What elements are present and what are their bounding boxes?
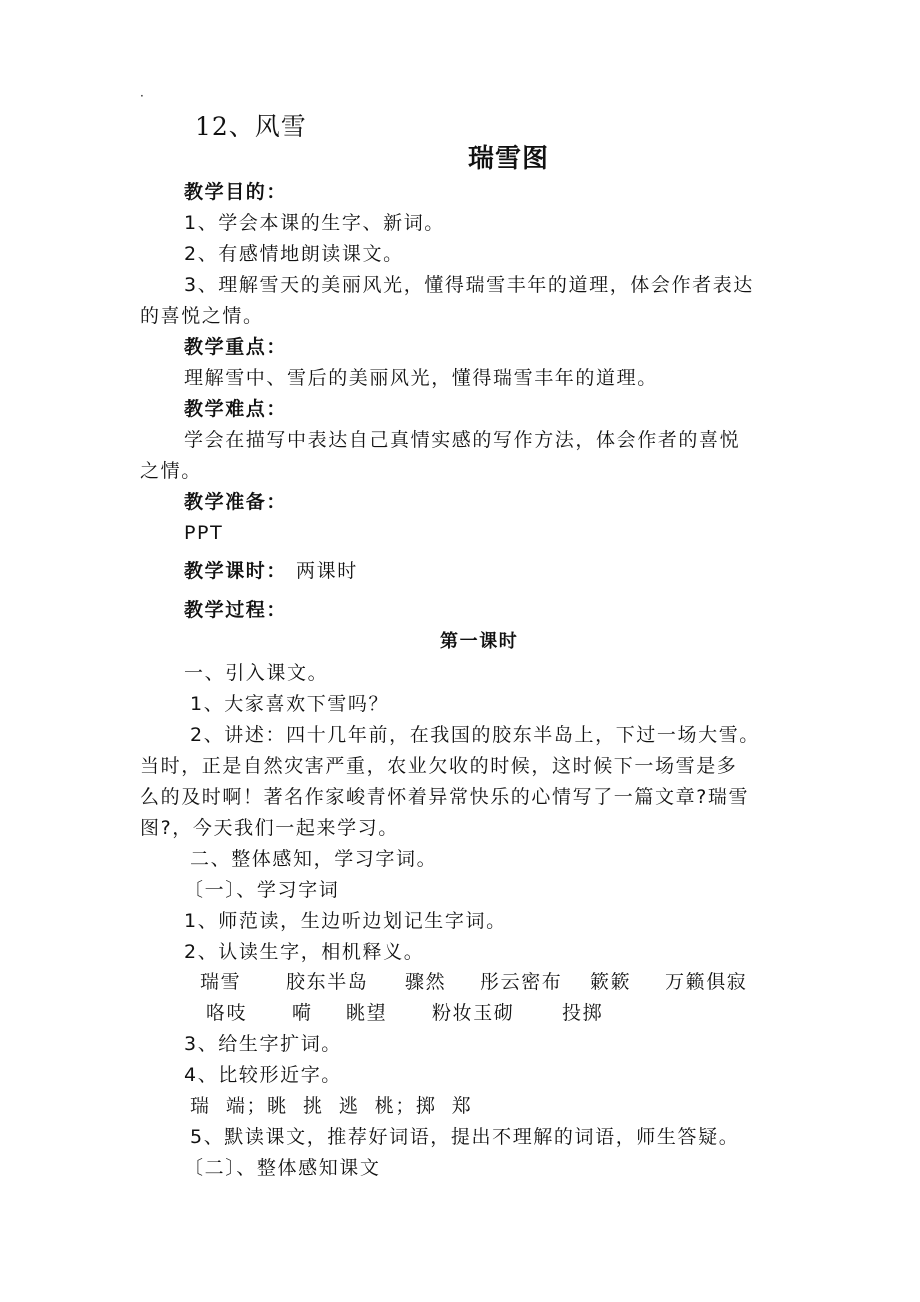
compare-characters: 瑞 端；眺 挑 逃 桃；掷 郑 bbox=[190, 1095, 473, 1117]
lesson-number: 12、风雪 bbox=[195, 112, 307, 141]
section-2-step-4: 4、比较形近字。 bbox=[184, 1064, 342, 1086]
section-1-narration: 2、讲述：四十几年前，在我国的胶东半岛上，下过一场大雪。 bbox=[190, 724, 760, 746]
section-2-step-1: 1、师范读，生边听边划记生字词。 bbox=[184, 910, 507, 932]
time-heading: 教学课时： bbox=[184, 560, 288, 582]
word: 嗬 bbox=[292, 1002, 313, 1024]
difficulty-text: 学会在描写中表达自己真情实感的写作方法，体会作者的喜悦 bbox=[184, 429, 741, 451]
section-1-narration-2: 当时，正是自然灾害严重，农业欠收的时候，这时候下一场雪是多 bbox=[140, 755, 738, 777]
section-2-step-2: 2、认读生字，相机释义。 bbox=[184, 941, 425, 963]
page-title: 瑞雪图 bbox=[468, 144, 550, 174]
goal-heading: 教学目的： bbox=[184, 181, 288, 203]
process-heading: 教学过程： bbox=[184, 599, 288, 621]
goal-item-3-cont: 的喜悦之情。 bbox=[140, 305, 264, 327]
difficulty-heading: 教学难点： bbox=[184, 398, 288, 420]
word: 万籁俱寂 bbox=[665, 971, 748, 993]
word: 咯吱 bbox=[206, 1002, 248, 1024]
word: 骤然 bbox=[405, 971, 447, 993]
prep-heading: 教学准备： bbox=[184, 491, 288, 513]
word: 粉妆玉砌 bbox=[432, 1002, 515, 1024]
section-1-question: 1、大家喜欢下雪吗？ bbox=[190, 693, 390, 715]
section-2-part-2: 〔二〕、整体感知课文 bbox=[184, 1157, 381, 1179]
goal-item-1: 1、学会本课的生字、新词。 bbox=[184, 212, 445, 234]
key-text: 理解雪中、雪后的美丽风光，懂得瑞雪丰年的道理。 bbox=[184, 367, 658, 389]
goal-item-2: 2、有感情地朗读课文。 bbox=[184, 243, 404, 265]
section-1: 一、引入课文。 bbox=[184, 662, 329, 684]
section-1-narration-4: 图?，今天我们一起来学习。 bbox=[140, 817, 399, 839]
word: 胶东半岛 bbox=[286, 971, 369, 993]
word: 彤云密布 bbox=[480, 971, 563, 993]
word: 瑞雪 bbox=[200, 971, 242, 993]
goal-item-3: 3、理解雪天的美丽风光，懂得瑞雪丰年的道理，体会作者表达 bbox=[184, 274, 754, 296]
section-2-step-3: 3、给生字扩词。 bbox=[184, 1033, 342, 1055]
difficulty-text-cont: 之情。 bbox=[140, 460, 202, 482]
time-text: 两课时 bbox=[296, 560, 358, 582]
word: 投掷 bbox=[562, 1002, 604, 1024]
word: 簌簌 bbox=[590, 971, 632, 993]
section-2-part-1: 〔一〕、学习字词 bbox=[184, 879, 340, 901]
section-2-step-5: 5、默读课文，推荐好词语，提出不理解的词语，师生答疑。 bbox=[190, 1126, 740, 1148]
page-dot: · bbox=[140, 89, 146, 103]
key-heading: 教学重点： bbox=[184, 336, 288, 358]
section-2: 二、整体感知，学习字词。 bbox=[190, 848, 438, 870]
first-lesson-heading: 第一课时 bbox=[440, 631, 519, 652]
word: 眺望 bbox=[346, 1002, 388, 1024]
section-1-narration-3: 么的及时啊！著名作家峻青怀着异常快乐的心情写了一篇文章?瑞雪 bbox=[140, 786, 750, 808]
prep-text: PPT bbox=[184, 522, 224, 544]
